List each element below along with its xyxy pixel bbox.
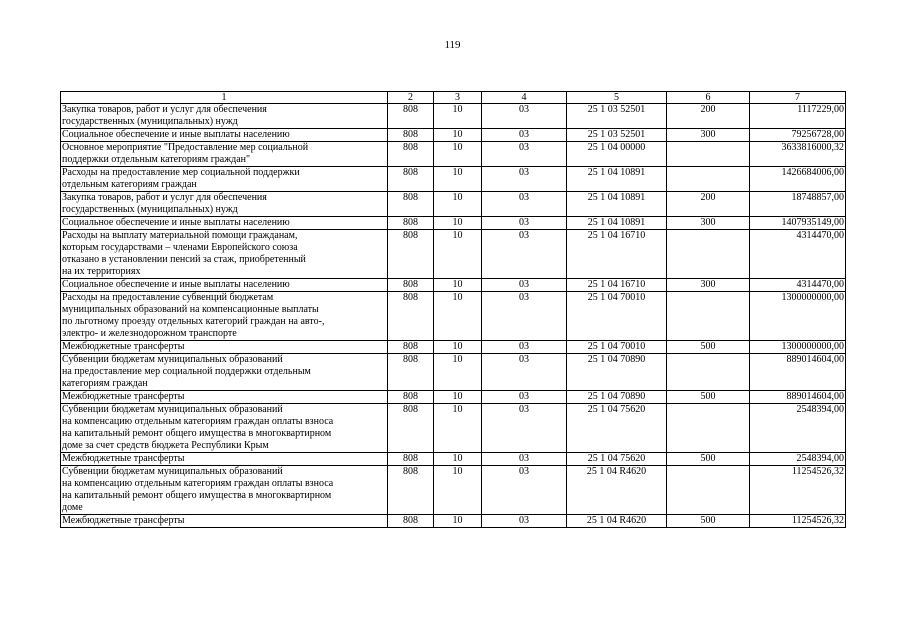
item-name-cell xyxy=(61,142,388,167)
grbs-cell: 808 xyxy=(388,129,434,142)
expense-type-cell: 200 xyxy=(667,192,750,217)
target-article-cell: 25 1 04 16710 xyxy=(567,230,667,279)
item-name-line: Основное мероприятие "Предоставление мер социальной xyxy=(62,142,309,153)
item-name-line: Социальное обеспечение и иные выплаты населению xyxy=(62,279,290,290)
target-article-cell: 25 1 04 70010 xyxy=(567,292,667,341)
section-cell: 10 xyxy=(434,341,482,354)
column-header: 3 xyxy=(434,92,482,104)
section-cell: 10 xyxy=(434,515,482,528)
table-row xyxy=(61,341,846,354)
target-article-cell: 25 1 04 75620 xyxy=(567,404,667,453)
expense-type-cell: 300 xyxy=(667,279,750,292)
item-name-cell xyxy=(61,217,388,230)
item-name-line: Расходы на выплату материальной помощи гражданам, xyxy=(62,230,298,241)
grbs-cell: 808 xyxy=(388,466,434,515)
subsection-cell: 03 xyxy=(482,515,567,528)
item-name-cell xyxy=(61,515,388,528)
grbs-cell: 808 xyxy=(388,104,434,129)
amount-cell: 2548394,00 xyxy=(750,453,846,466)
target-article-cell: 25 1 04 00000 xyxy=(567,142,667,167)
subsection-cell: 03 xyxy=(482,192,567,217)
section-cell: 10 xyxy=(434,292,482,341)
table-row xyxy=(61,167,846,192)
item-name-line: Социальное обеспечение и иные выплаты населению xyxy=(62,129,290,140)
grbs-cell: 808 xyxy=(388,167,434,192)
amount-cell: 889014604,00 xyxy=(750,354,846,391)
item-name-line: отказано в установлении пенсий за стаж, приобретенный xyxy=(62,254,306,265)
subsection-cell: 03 xyxy=(482,341,567,354)
table-row xyxy=(61,292,846,341)
item-name-line: на капитальный ремонт общего имущества в многоквартирном xyxy=(62,428,332,439)
section-cell: 10 xyxy=(434,404,482,453)
expense-type-cell xyxy=(667,142,750,167)
section-cell: 10 xyxy=(434,192,482,217)
item-name-line: муниципальных образований на компенсационные выплаты xyxy=(62,304,319,315)
section-cell: 10 xyxy=(434,129,482,142)
target-article-cell: 25 1 04 70010 xyxy=(567,341,667,354)
target-article-cell: 25 1 04 75620 xyxy=(567,453,667,466)
subsection-cell: 03 xyxy=(482,391,567,404)
column-header: 4 xyxy=(482,92,567,104)
grbs-cell: 808 xyxy=(388,217,434,230)
amount-cell: 11254526,32 xyxy=(750,515,846,528)
expense-type-cell: 500 xyxy=(667,341,750,354)
expense-type-cell: 200 xyxy=(667,104,750,129)
item-name-line: Межбюджетные трансферты xyxy=(62,341,185,352)
expense-type-cell: 300 xyxy=(667,217,750,230)
amount-cell: 79256728,00 xyxy=(750,129,846,142)
target-article-cell: 25 1 03 52501 xyxy=(567,104,667,129)
target-article-cell: 25 1 04 10891 xyxy=(567,217,667,230)
subsection-cell: 03 xyxy=(482,129,567,142)
item-name-line: государственных (муниципальных) нужд xyxy=(62,116,238,127)
grbs-cell: 808 xyxy=(388,279,434,292)
grbs-cell: 808 xyxy=(388,404,434,453)
expense-type-cell: 500 xyxy=(667,515,750,528)
expense-type-cell xyxy=(667,167,750,192)
table-row xyxy=(61,192,846,217)
item-name-line: Расходы на предоставление мер социальной поддержки xyxy=(62,167,300,178)
item-name-line: Закупка товаров, работ и услуг для обеспечения xyxy=(62,192,267,203)
item-name-line: на капитальный ремонт общего имущества в многоквартирном xyxy=(62,490,332,501)
item-name-cell xyxy=(61,391,388,404)
item-name-line: Межбюджетные трансферты xyxy=(62,515,185,526)
amount-cell: 2548394,00 xyxy=(750,404,846,453)
grbs-cell: 808 xyxy=(388,292,434,341)
section-cell: 10 xyxy=(434,142,482,167)
budget-table xyxy=(60,91,846,528)
subsection-cell: 03 xyxy=(482,354,567,391)
section-cell: 10 xyxy=(434,354,482,391)
amount-cell: 1300000000,00 xyxy=(750,292,846,341)
table-row xyxy=(61,104,846,129)
grbs-cell: 808 xyxy=(388,515,434,528)
section-cell: 10 xyxy=(434,391,482,404)
item-name-line: Межбюджетные трансферты xyxy=(62,453,185,464)
item-name-line: Расходы на предоставление субвенций бюджетам xyxy=(62,292,274,303)
expense-type-cell xyxy=(667,404,750,453)
expense-type-cell: 500 xyxy=(667,391,750,404)
item-name-cell xyxy=(61,192,388,217)
column-header: 5 xyxy=(567,92,667,104)
item-name-cell xyxy=(61,104,388,129)
item-name-cell xyxy=(61,341,388,354)
item-name-line: доме за счет средств бюджета Республики Крым xyxy=(62,440,269,451)
table-row xyxy=(61,217,846,230)
subsection-cell: 03 xyxy=(482,167,567,192)
subsection-cell: 03 xyxy=(482,404,567,453)
grbs-cell: 808 xyxy=(388,354,434,391)
table-row xyxy=(61,404,846,453)
expense-type-cell xyxy=(667,292,750,341)
table-row xyxy=(61,391,846,404)
subsection-cell: 03 xyxy=(482,292,567,341)
section-cell: 10 xyxy=(434,230,482,279)
header-row xyxy=(61,92,846,104)
item-name-line: Межбюджетные трансферты xyxy=(62,391,185,402)
column-header: 2 xyxy=(388,92,434,104)
amount-cell: 11254526,32 xyxy=(750,466,846,515)
item-name-line: на предоставление мер социальной поддержки отдельным xyxy=(62,366,311,377)
item-name-line: поддержки отдельным категориям граждан" xyxy=(62,154,251,165)
amount-cell: 1426684006,00 xyxy=(750,167,846,192)
item-name-line: Субвенции бюджетам муниципальных образований xyxy=(62,404,283,415)
target-article-cell: 25 1 04 70890 xyxy=(567,391,667,404)
item-name-cell xyxy=(61,167,388,192)
table-row xyxy=(61,279,846,292)
amount-cell: 889014604,00 xyxy=(750,391,846,404)
target-article-cell: 25 1 04 R4620 xyxy=(567,466,667,515)
item-name-line: Субвенции бюджетам муниципальных образований xyxy=(62,466,283,477)
expense-type-cell xyxy=(667,354,750,391)
subsection-cell: 03 xyxy=(482,466,567,515)
item-name-line: отдельным категориям граждан xyxy=(62,179,197,190)
item-name-cell xyxy=(61,354,388,391)
target-article-cell: 25 1 04 70890 xyxy=(567,354,667,391)
subsection-cell: 03 xyxy=(482,104,567,129)
item-name-cell xyxy=(61,129,388,142)
grbs-cell: 808 xyxy=(388,341,434,354)
target-article-cell: 25 1 03 52501 xyxy=(567,129,667,142)
section-cell: 10 xyxy=(434,104,482,129)
grbs-cell: 808 xyxy=(388,391,434,404)
expense-type-cell: 300 xyxy=(667,129,750,142)
item-name-cell xyxy=(61,230,388,279)
table-row xyxy=(61,129,846,142)
item-name-line: категориям граждан xyxy=(62,378,148,389)
item-name-line: доме xyxy=(62,502,83,513)
section-cell: 10 xyxy=(434,453,482,466)
item-name-line: Социальное обеспечение и иные выплаты населению xyxy=(62,217,290,228)
subsection-cell: 03 xyxy=(482,142,567,167)
target-article-cell: 25 1 04 16710 xyxy=(567,279,667,292)
expense-type-cell xyxy=(667,466,750,515)
subsection-cell: 03 xyxy=(482,453,567,466)
grbs-cell: 808 xyxy=(388,230,434,279)
expense-type-cell xyxy=(667,230,750,279)
amount-cell: 4314470,00 xyxy=(750,230,846,279)
page-number: 119 xyxy=(444,39,461,51)
table-row xyxy=(61,354,846,391)
table-row xyxy=(61,453,846,466)
amount-cell: 1300000000,00 xyxy=(750,341,846,354)
amount-cell: 1117229,00 xyxy=(750,104,846,129)
item-name-line: которым государствами – членами Европейского союза xyxy=(62,242,298,253)
section-cell: 10 xyxy=(434,466,482,515)
item-name-line: электро- и железнодорожном транспорте xyxy=(62,328,237,339)
section-cell: 10 xyxy=(434,217,482,230)
subsection-cell: 03 xyxy=(482,217,567,230)
grbs-cell: 808 xyxy=(388,142,434,167)
section-cell: 10 xyxy=(434,167,482,192)
item-name-line: на компенсацию отдельным категориям граждан оплаты взноса xyxy=(62,478,334,489)
item-name-line: на их территориях xyxy=(62,266,141,277)
table-row xyxy=(61,142,846,167)
table-body xyxy=(61,104,846,528)
item-name-line: на компенсацию отдельным категориям граждан оплаты взноса xyxy=(62,416,334,427)
column-header: 7 xyxy=(750,92,846,104)
item-name-cell xyxy=(61,404,388,453)
target-article-cell: 25 1 04 10891 xyxy=(567,192,667,217)
amount-cell: 1407935149,00 xyxy=(750,217,846,230)
table-row xyxy=(61,466,846,515)
expense-type-cell: 500 xyxy=(667,453,750,466)
table-row xyxy=(61,230,846,279)
subsection-cell: 03 xyxy=(482,230,567,279)
item-name-cell xyxy=(61,292,388,341)
grbs-cell: 808 xyxy=(388,453,434,466)
amount-cell: 4314470,00 xyxy=(750,279,846,292)
column-header: 1 xyxy=(61,92,388,104)
item-name-line: Субвенции бюджетам муниципальных образований xyxy=(62,354,283,365)
target-article-cell: 25 1 04 R4620 xyxy=(567,515,667,528)
grbs-cell: 808 xyxy=(388,192,434,217)
amount-cell: 18748857,00 xyxy=(750,192,846,217)
table-row xyxy=(61,515,846,528)
section-cell: 10 xyxy=(434,279,482,292)
amount-cell: 3633816000,32 xyxy=(750,142,846,167)
item-name-line: по льготному проезду отдельных категорий граждан на авто-, xyxy=(62,316,325,327)
subsection-cell: 03 xyxy=(482,279,567,292)
column-header: 6 xyxy=(667,92,750,104)
item-name-cell xyxy=(61,279,388,292)
target-article-cell: 25 1 04 10891 xyxy=(567,167,667,192)
item-name-cell xyxy=(61,453,388,466)
item-name-line: Закупка товаров, работ и услуг для обеспечения xyxy=(62,104,267,115)
item-name-cell xyxy=(61,466,388,515)
item-name-line: государственных (муниципальных) нужд xyxy=(62,204,238,215)
